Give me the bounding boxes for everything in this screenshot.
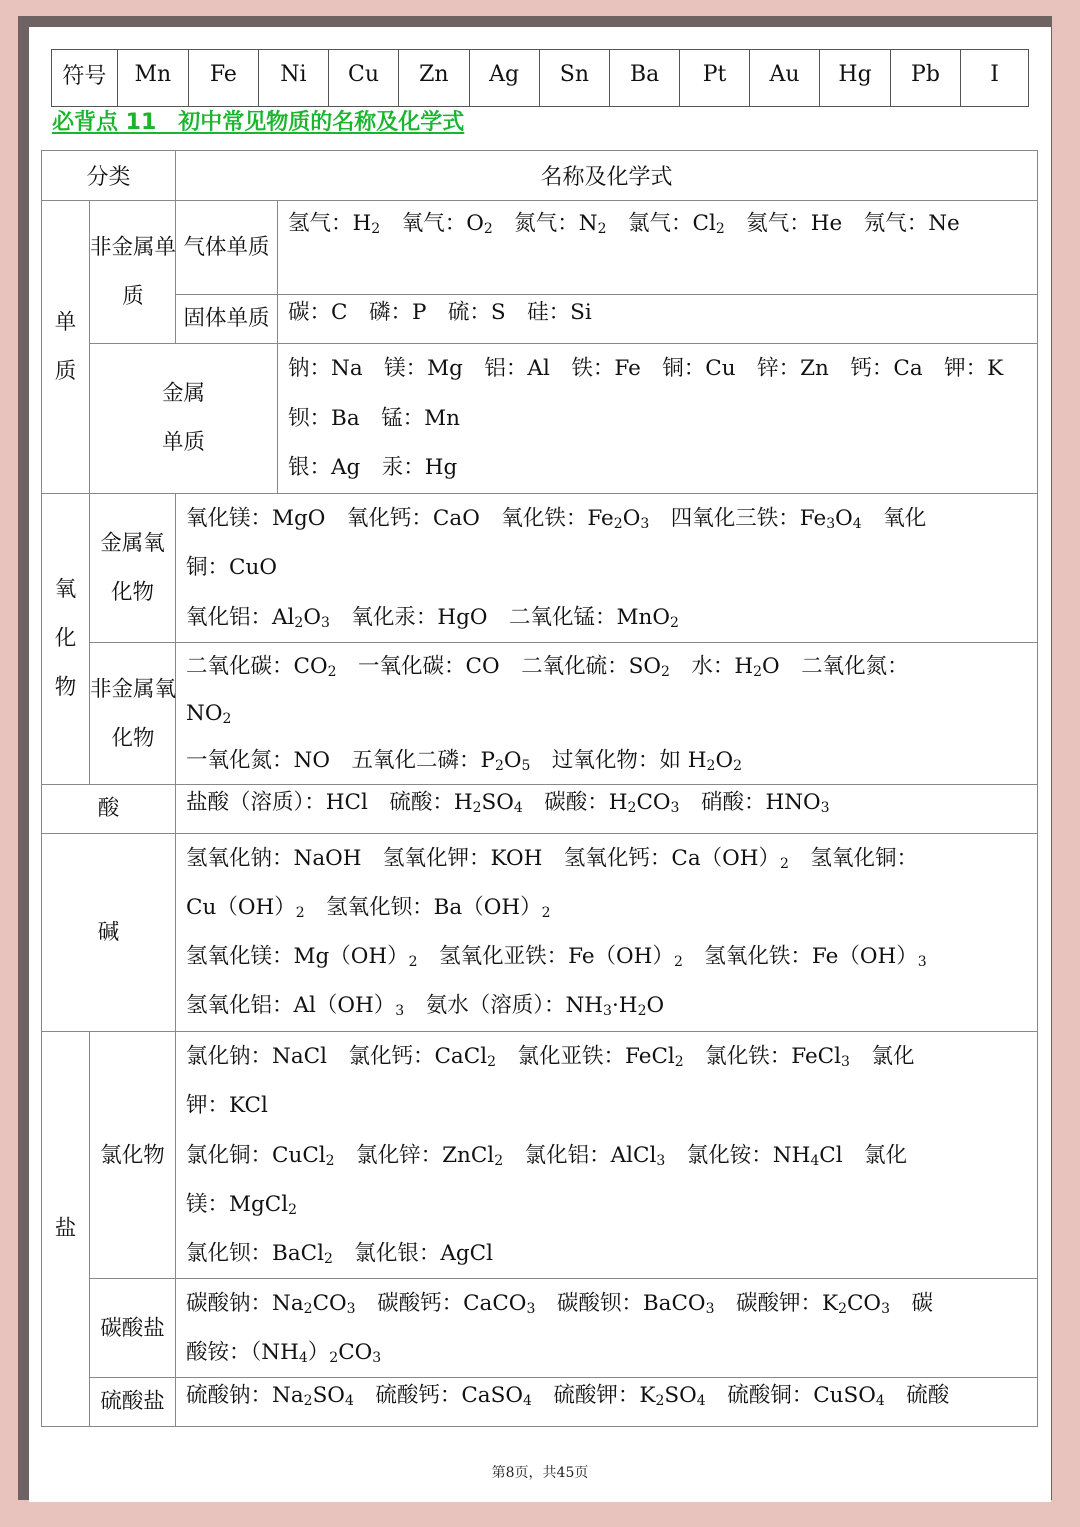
table-row (42, 201, 1038, 295)
symbol-cell: Hg (820, 50, 891, 107)
symbol-cell: Pb (890, 50, 960, 107)
row-metal (278, 344, 1038, 494)
row-line: 碳酸钠：$Na_2CO_3$ 碳酸钙：CaCO$_3$ 碳酸钡：BaCO$_3$ 碳酸钾：$K_2CO_3$ 碳 (186, 1291, 933, 1318)
substance-table (41, 150, 1038, 1427)
header-names: 名称及化学式 (176, 151, 1038, 201)
sub-metal-oxide (90, 493, 176, 643)
group-label: 单质 (54, 309, 77, 384)
symbol-cell: Ba (610, 50, 680, 107)
symbol-cell: I (961, 50, 1029, 107)
row-line: 氧化镁：MgO 氧化钙：CaO 氧化铁：$Fe_2O_3$ 四氧化三铁：$Fe_3O_4$ 氧化 (186, 505, 927, 532)
row-line: 酸铵：$(NH_4)_2CO_3$ (186, 1340, 382, 1367)
row-line: 二氧化碳：$CO_2$ 一氧化碳：CO 二氧化硫：$SO_2$ 水：$H_2O$ 二氧化氮： (186, 654, 909, 680)
row-carbonate (176, 1279, 1038, 1378)
symbol-cell: Pt (680, 50, 750, 107)
symbol-label: 符号 (52, 50, 118, 107)
element-symbol-table (51, 49, 1029, 107)
row-line: 氢氧化钠：NaOH 氢氧化钾：KOH 氢氧化钙：$Ca(OH)_2$ 氢氧化铜： (186, 846, 918, 872)
symbol-cell: Zn (399, 50, 469, 107)
table-row (42, 643, 1038, 785)
row-line: $Cu(OH)_2$ 氢氧化钡：$Ba(OH)_2$ (186, 895, 551, 921)
symbol-cell: Cu (328, 50, 398, 107)
group-label: 氧化物 (54, 577, 77, 701)
row-text: 盐酸（溶质）：HCl 硫酸：$H_2SO_4$ 碳酸：$H_2CO_3$ 硝酸：$HNO_3$ (186, 790, 830, 816)
symbol-cell: Ag (469, 50, 539, 107)
group-salt: 盐 (42, 1032, 90, 1427)
group-danzhi (42, 201, 90, 494)
row-nonmetal-oxide (176, 643, 1038, 785)
table-row (42, 785, 1038, 834)
sub-label: 非金属单质 (90, 235, 177, 309)
sub-chloride: 氯化物 (90, 1032, 176, 1279)
row-gas (278, 201, 1038, 295)
row-line: 氢氧化铝：$Al(OH)_3$ 氨水（溶质）：$NH_3\cdot H_2O$ (186, 993, 665, 1019)
row-text: 碳：C 磷：P 硫：S 硅：Si (288, 300, 592, 325)
row-line: 钾：KCl (186, 1093, 268, 1119)
row-line: 铜：CuO (186, 555, 277, 580)
group-oxide (42, 493, 90, 785)
row-line: 氯化钠：NaCl 氯化钙：CaCl$_2$ 氯化亚铁：FeCl$_2$ 氯化铁：FeCl$_3$ 氯化 (186, 1044, 915, 1070)
row-line: 氧化铝：$Al_2O_3$ 氧化汞：HgO 二氧化锰：MnO$_2$ (186, 604, 679, 631)
row-acid (176, 785, 1038, 834)
document-page (29, 27, 1051, 1502)
group-acid: 酸 (42, 785, 176, 834)
sub-nonmetal-oxide (90, 643, 176, 785)
table-header-row (42, 151, 1038, 201)
table-row (42, 295, 1038, 344)
row-base (176, 834, 1038, 1032)
row-sulfate (176, 1378, 1038, 1427)
row-line: 钠：Na 镁：Mg 铝：Al 铁：Fe 铜：Cu 锌：Zn 钙：Ca 钾：K (288, 356, 1004, 381)
row-solid (278, 295, 1038, 344)
table-row (42, 1378, 1038, 1427)
symbol-cell: Fe (188, 50, 258, 107)
table-row (42, 1279, 1038, 1378)
sub-carbonate: 碳酸盐 (90, 1279, 176, 1378)
group-base: 碱 (42, 834, 176, 1032)
section-heading: 必背点 11 初中常见物质的名称及化学式 (52, 110, 465, 135)
row-chloride (176, 1032, 1038, 1279)
row-line: 一氧化氮：NO 五氧化二磷：$P_2O_5$ 过氧化物：如 $H_2O_2$ (186, 748, 742, 774)
row-line: 氯化钡：BaCl$_2$ 氯化银：AgCl (186, 1241, 494, 1268)
table-row (42, 493, 1038, 643)
sub-nonmetal-elem (90, 201, 176, 344)
row-metal-oxide (176, 493, 1038, 643)
row-text: 氢气：$H_2$ 氧气：$O_2$ 氮气：$N_2$ 氯气：$Cl_2$ 氦气：He 氖气：Ne (288, 211, 960, 237)
sub-metal-elem (90, 344, 278, 494)
table-row (42, 834, 1038, 1032)
sub-sulfate: 硫酸盐 (90, 1378, 176, 1427)
symbol-cell: Sn (539, 50, 609, 107)
symbol-cell: Au (749, 50, 819, 107)
sub-label: 非金属氧化物 (90, 676, 177, 751)
page-number: 第8页，共45页 (491, 1465, 589, 1481)
row-line: $NO_2$ (186, 701, 232, 727)
sub-gas-elem: 气体单质 (176, 201, 278, 295)
sub-label: 金属氧化物 (100, 530, 165, 605)
row-line: 银：Ag 汞：Hg (288, 455, 458, 480)
sub-label: 金属单质 (162, 381, 206, 456)
row-line: 氢氧化镁：$Mg(OH)_2$ 氢氧化亚铁：$Fe(OH)_2$ 氢氧化铁：$Fe(OH)_3$ (186, 944, 927, 970)
symbol-row (52, 50, 1029, 107)
symbol-cell: Ni (258, 50, 328, 107)
row-line: 镁：MgCl$_2$ (186, 1191, 298, 1218)
sub-solid-elem: 固体单质 (176, 295, 278, 344)
table-row (42, 1032, 1038, 1279)
row-line: 钡：Ba 锰：Mn (288, 405, 460, 431)
symbol-cell: Mn (117, 50, 188, 107)
header-category: 分类 (42, 151, 176, 201)
row-line: 氯化铜：CuCl$_2$ 氯化锌：ZnCl$_2$ 氯化铝：AlCl$_3$ 氯化铵：$NH_4Cl$ 氯化 (186, 1142, 908, 1169)
row-text: 硫酸钠：$Na_2SO_4$ 硫酸钙：CaSO$_4$ 硫酸钾：$K_2SO_4$ 硫酸铜：CuSO$_4$ 硫酸 (186, 1383, 950, 1410)
table-row (42, 344, 1038, 494)
